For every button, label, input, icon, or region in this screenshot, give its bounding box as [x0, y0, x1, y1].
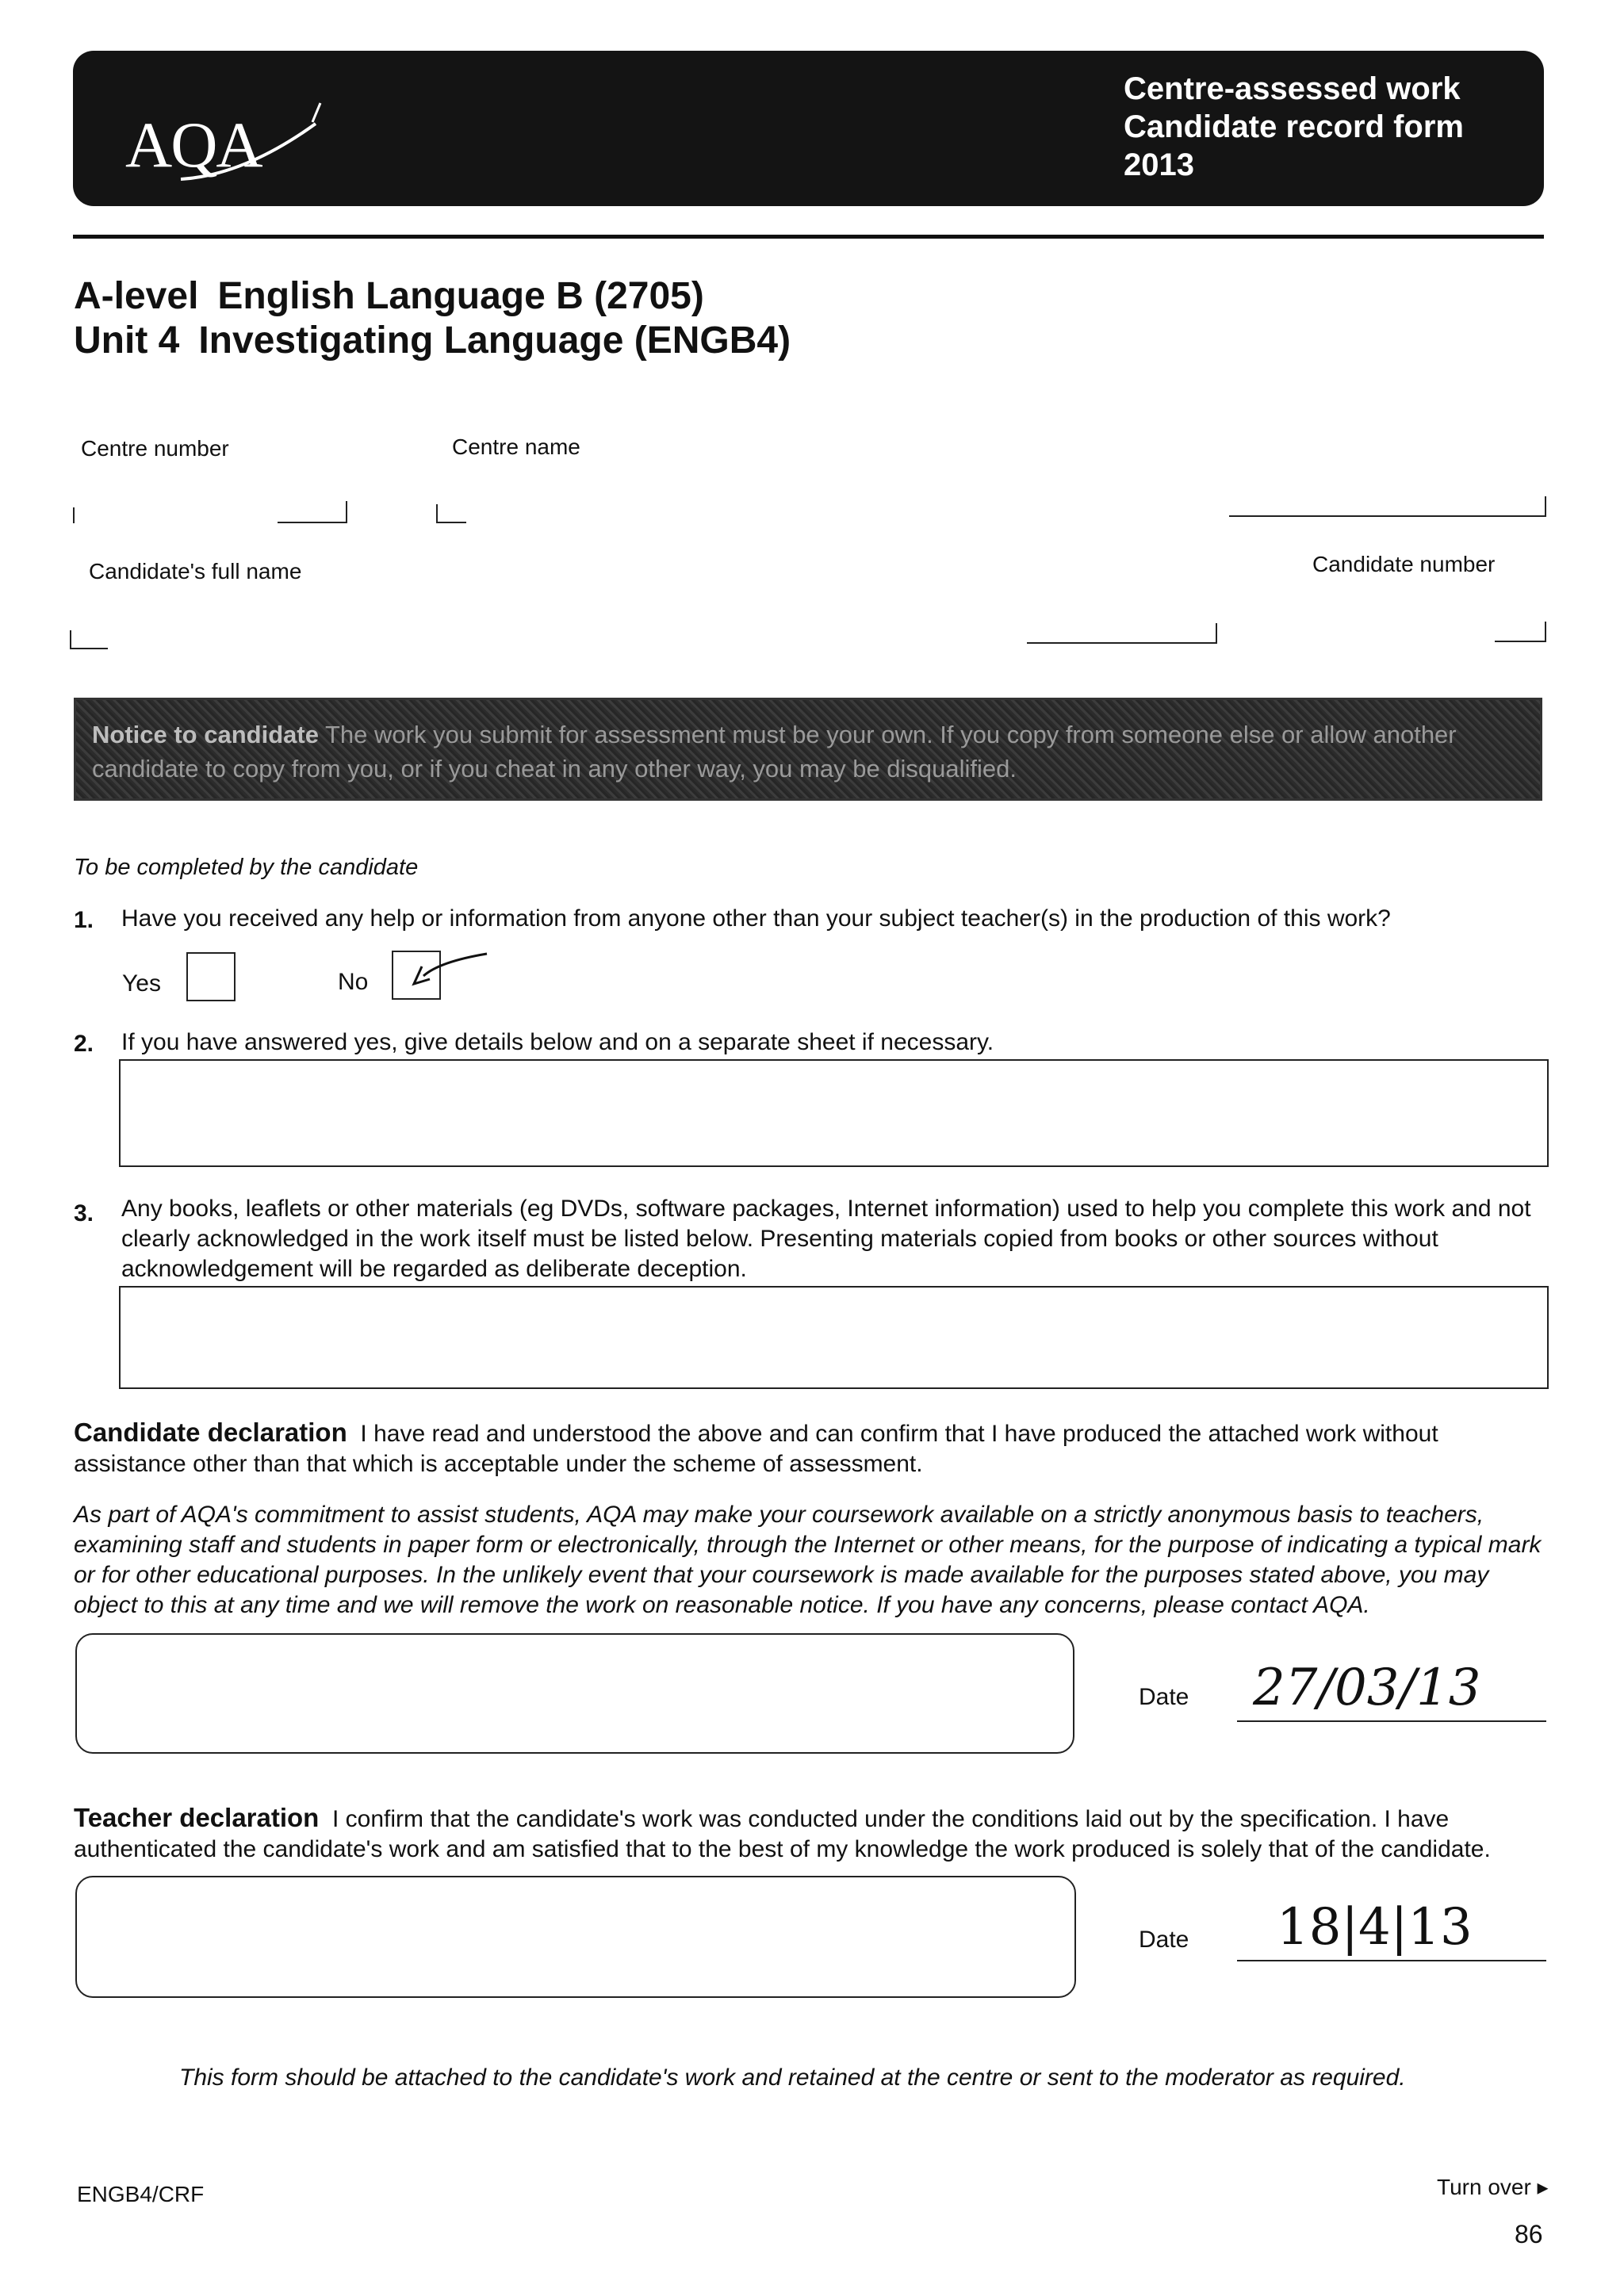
yes-label: Yes: [122, 970, 161, 997]
candidate-signature-field[interactable]: [75, 1633, 1074, 1754]
question-1-text: Have you received any help or information from anyone other than your subject teacher(s) in the production of this work?: [121, 905, 1391, 932]
centre-number-label: Centre number: [81, 436, 229, 461]
teacher-declaration: [74, 1803, 1557, 1865]
question-2-number: 2.: [74, 1031, 94, 1057]
candidate-name-field[interactable]: [70, 648, 108, 649]
logo-text: AQA: [125, 109, 262, 181]
candidate-date-field[interactable]: [1237, 1720, 1546, 1722]
materials-field[interactable]: [119, 1286, 1549, 1389]
notice-to-candidate: [74, 698, 1542, 801]
no-label: No: [338, 969, 369, 995]
teacher-declaration-text: I confirm that the candidate's work was conducted under the conditions laid out by the specification. I have authenticated the candidate's work and am satisfied that to the best of my knowledge the work produced is solely that of the candidate.: [74, 1806, 1491, 1862]
qualification-level: A-level: [74, 275, 199, 317]
unit-number: Unit 4: [74, 320, 180, 362]
teacher-date-field[interactable]: [1237, 1960, 1546, 1961]
question-3-text: Any books, leaflets or other materials (eg DVDs, software packages, Internet information) used to help you complete this work and not clearly acknowledged in the work itself must be listed below. Presenting materials copied from books or other sources without acknowledgement will be regarded as deliberate deception.: [121, 1196, 1531, 1282]
candidate-declaration-text: I have read and understood the above and can confirm that I have produced the attached work without assistance other than that which is acceptable under the scheme of assessment.: [74, 1421, 1438, 1477]
candidate-date-label: Date: [1139, 1684, 1189, 1710]
question-2-text: If you have answered yes, give details below and on a separate sheet if necessary.: [121, 1029, 994, 1055]
aqa-logo: [125, 100, 363, 187]
form-heading: [1124, 70, 1464, 184]
attach-note: This form should be attached to the candidate's work and retained at the centre or sent to the moderator as required.: [179, 2064, 1406, 2091]
candidate-name-label: Candidate's full name: [89, 559, 302, 584]
candidate-date-value: 27/03/13: [1253, 1659, 1481, 1717]
candidate-number-label: Candidate number: [1312, 552, 1496, 576]
unit-name: Investigating Language (ENGB4): [198, 320, 791, 362]
page-number: 86: [1515, 2220, 1543, 2248]
no-checkbox[interactable]: [392, 951, 441, 1000]
section-heading: To be completed by the candidate: [74, 855, 419, 880]
qualification-name: English Language B (2705): [217, 275, 704, 317]
heading-line-1: Centre-assessed work: [1124, 71, 1461, 106]
centre-name-label: Centre name: [452, 434, 580, 459]
page-title: [74, 274, 791, 363]
teacher-date-value: 18|4|13: [1277, 1898, 1473, 1957]
logo-swoosh-icon: [125, 100, 363, 187]
candidate-number-field[interactable]: [1495, 641, 1546, 642]
teacher-date-label: Date: [1139, 1927, 1189, 1953]
heading-line-2: Candidate record form: [1124, 109, 1464, 144]
question-3-number: 3.: [74, 1200, 94, 1226]
yes-checkbox[interactable]: [186, 952, 236, 1001]
teacher-signature-field[interactable]: [75, 1876, 1076, 1998]
coursework-policy: As part of AQA's commitment to assist students, AQA may make your coursework available on a strictly anonymous basis to teachers, examining staff and students in paper form or electronically, through the Internet or other means, for the purpose of indicating a typical mark or for other educational purposes. In the unlikely event that your coursework is made available for the purposes stated above, you may object to this at any time and we will remove the work on reasonable notice. If you have any concerns, please contact AQA.: [74, 1502, 1542, 1618]
notice-heading: Notice to candidate: [92, 721, 319, 748]
help-details-field[interactable]: [119, 1059, 1549, 1167]
teacher-declaration-heading: Teacher declaration: [74, 1803, 320, 1832]
heading-line-3: 2013: [1124, 147, 1194, 182]
centre-number-field[interactable]: [278, 522, 347, 523]
question-1-number: 1.: [74, 907, 94, 933]
centre-name-field[interactable]: [436, 522, 466, 523]
candidate-declaration-heading: Candidate declaration: [74, 1418, 347, 1447]
notice-text: The work you submit for assessment must be your own. If you copy from someone else or allow another candidate to copy from you, or if you cheat in any other way, you may be disqualified.: [92, 721, 1457, 783]
header-banner: [73, 51, 1544, 206]
candidate-declaration: [74, 1418, 1549, 1479]
form-code: ENGB4/CRF: [77, 2182, 205, 2206]
check-mark-icon: [400, 947, 495, 1003]
turn-over: Turn over ▸: [1437, 2175, 1549, 2199]
header-rule: [73, 235, 1544, 239]
